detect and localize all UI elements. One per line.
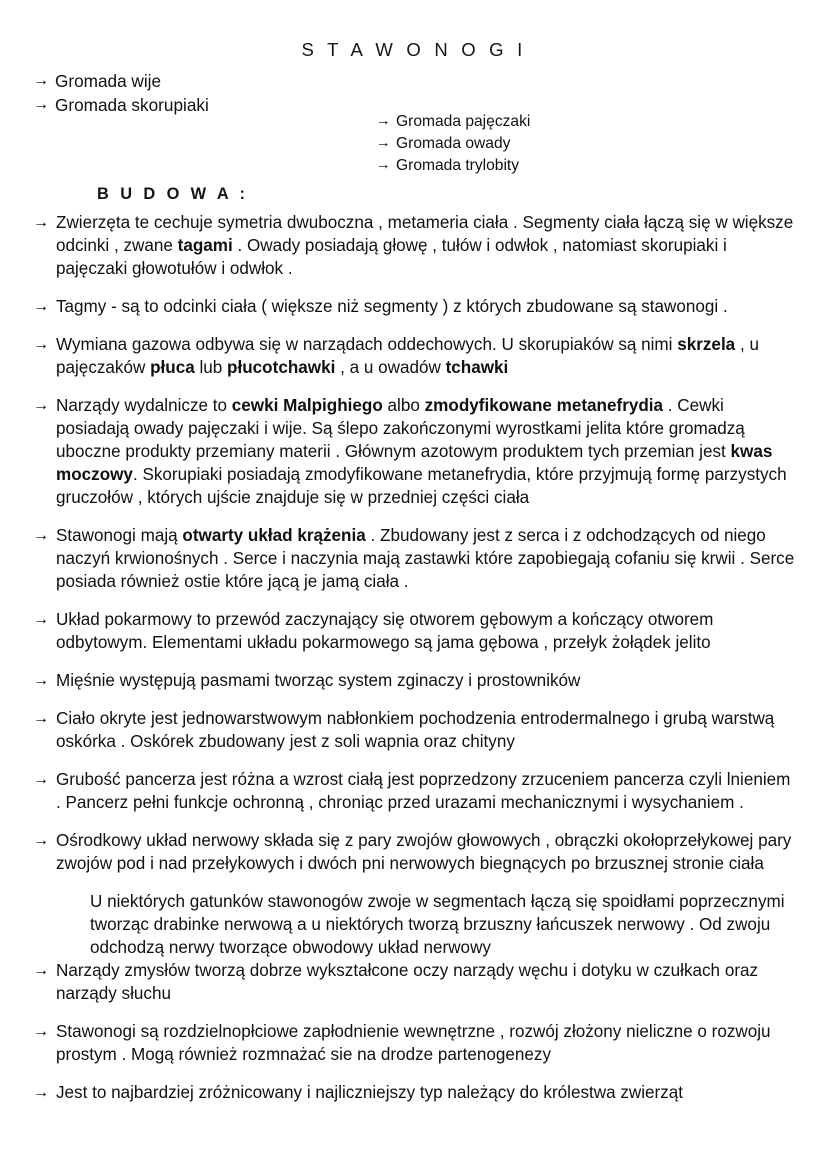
body-point	[33, 1021, 795, 1067]
body-point	[33, 830, 795, 960]
page-title: S T A W O N O G I	[301, 39, 527, 61]
body-point	[33, 525, 795, 594]
body-point-row-text: Stawonogi mają otwarty układ krążenia . Zbudowany jest z serca i z odchodzących od niego naczyń krwionośnych . Serce i naczynia mają zastawki które zapobiegają cofaniu się krwii . Serce posiada również ostie które jącą je jamą ciała .	[56, 525, 795, 591]
body-point-subparagraph: U niektórych gatunków stawonogów zwoje w segmentach łączą się spoidłami poprzecznymi tworząc drabinke nerwową a u niektórych tworzą brzuszny łańcuszek nerwowy . Od zwoju odchodzą nerwy tworzące obwodowy układ nerwowy	[90, 891, 785, 957]
body-point-row	[33, 769, 795, 815]
class-list-item	[33, 94, 373, 117]
body-point-row-text: Stawonogi są rozdzielnopłciowe zapłodnienie wewnętrzne , rozwój złożony nieliczne o rozwoju prostym . Mogą również rozmnażać sie na drodze partenogenezy	[56, 1021, 771, 1064]
body-point	[33, 960, 795, 1006]
class-list-item	[376, 112, 776, 133]
arrow-right-icon: →	[33, 671, 49, 689]
arrow-right-icon: →	[33, 610, 49, 628]
body-bullet-list	[33, 212, 795, 1120]
body-point-row-text: Narządy wydalnicze to cewki Malpighiego albo zmodyfikowane metanefrydia . Cewki posiadają owady pajęczaki i wije. Są ślepo zakończonymi wyrostkami jelita które gromadzą uboczne produkty przemiany materii . Głównym azotowym produktem tych przemian jest kwas moczowy. Skorupiaki posiadają zmodyfikowane metanefrydia, które przyjmują formę parzystych gruczołów , których ujście znajduje się w przedniej części ciała	[56, 395, 787, 507]
body-point-row	[33, 670, 795, 693]
class-list-item-text: Gromada owady	[396, 134, 511, 152]
arrow-right-icon: →	[376, 156, 391, 173]
body-point-row	[33, 1082, 795, 1105]
class-list-item	[33, 70, 373, 93]
body-point	[33, 708, 795, 754]
class-list-primary	[33, 70, 373, 118]
body-point-row	[33, 395, 795, 510]
class-list-secondary	[376, 112, 776, 178]
section-heading-budowa: B U D O W A :	[97, 184, 249, 203]
body-point-row	[33, 960, 795, 1006]
arrow-right-icon: →	[33, 96, 49, 114]
body-point-row	[33, 609, 795, 655]
class-list-item-text: Gromada wije	[55, 71, 162, 91]
arrow-right-icon: →	[33, 961, 49, 979]
class-list-item	[376, 134, 776, 155]
body-point	[33, 769, 795, 815]
body-point	[33, 609, 795, 655]
body-point-row	[33, 708, 795, 754]
body-point-row-text: Ciało okryte jest jednowarstwowym nabłonkiem pochodzenia entrodermalnego i grubą warstwą oskórka . Oskórek zbudowany jest z soli wapnia oraz chityny	[56, 708, 775, 751]
body-point	[33, 212, 795, 281]
arrow-right-icon: →	[33, 396, 49, 414]
arrow-right-icon: →	[33, 214, 49, 231]
body-point-row	[33, 334, 795, 380]
class-list-item-text: Gromada trylobity	[396, 156, 520, 174]
class-list-item-text: Gromada pajęczaki	[396, 113, 531, 130]
body-point-row-text: Grubość pancerza jest różna a wzrost ciałą jest poprzedzony zrzuceniem pancerza czyli lnieniem . Pancerz pełni funkcje ochronną , chroniąc przed urazami mechanicznymi i wysychaniem .	[56, 769, 791, 812]
arrow-right-icon: →	[33, 1022, 49, 1040]
body-point	[33, 395, 795, 510]
body-point-row-text: Wymiana gazowa odbywa się w narządach oddechowych. U skorupiaków są nimi skrzela , u pajęczaków płuca lub płucotchawki , a u owadów tchawki	[56, 334, 759, 377]
body-point-row-text: Tagmy - są to odcinki ciała ( większe niż segmenty ) z których zbudowane są stawonogi .	[56, 296, 728, 316]
body-point-row-text: Mięśnie występują pasmami tworząc system zginaczy i prostowników	[56, 670, 581, 690]
body-point	[33, 1082, 795, 1105]
class-list-item-text: Gromada skorupiaki	[55, 95, 209, 116]
body-point-row	[33, 1021, 795, 1067]
arrow-right-icon: →	[33, 770, 49, 788]
body-point	[33, 334, 795, 380]
body-point	[33, 296, 795, 319]
body-point-row-text: Narządy zmysłów tworzą dobrze wykształcone oczy narządy węchu i dotyku w czułkach oraz narządy słuchu	[56, 960, 759, 1003]
arrow-right-icon: →	[33, 526, 49, 544]
arrow-right-icon: →	[33, 1083, 49, 1101]
body-point-row-text: Układ pokarmowy to przewód zaczynający się otworem gębowym a kończący otworem odbytowym. Elementami układu pokarmowego są jama gębowa , przełyk żołądek jelito	[56, 609, 714, 652]
arrow-right-icon: →	[376, 134, 391, 151]
body-point-row	[33, 212, 795, 281]
body-point-row	[33, 525, 795, 594]
arrow-right-icon: →	[33, 335, 49, 353]
arrow-right-icon: →	[33, 297, 49, 315]
body-point-row	[33, 296, 795, 319]
body-point-row-text: Jest to najbardziej zróżnicowany i najliczniejszy typ należący do królestwa zwierząt	[56, 1082, 684, 1102]
arrow-right-icon: →	[33, 72, 49, 89]
body-point-row-text: Ośrodkowy układ nerwowy składa się z pary zwojów głowowych , obrączki okołoprzełykowej pary zwojów pod i nad przełykowych i dwóch pni nerwowych biegnących po brzusznej stronie ciała	[56, 830, 792, 873]
arrow-right-icon: →	[33, 831, 49, 849]
body-point-row	[33, 830, 795, 876]
body-point-row-text: Zwierzęta te cechuje symetria dwuboczna , metameria ciała . Segmenty ciała łączą się w większe odcinki , zwane tagami . Owady posiadają głowę , tułów i odwłok , natomiast skorupiaki i pajęczaki głowotułów i odwłok .	[56, 213, 794, 278]
arrow-right-icon: →	[33, 709, 49, 727]
body-point	[33, 670, 795, 693]
class-list-item	[376, 156, 776, 177]
arrow-right-icon: →	[376, 113, 391, 129]
